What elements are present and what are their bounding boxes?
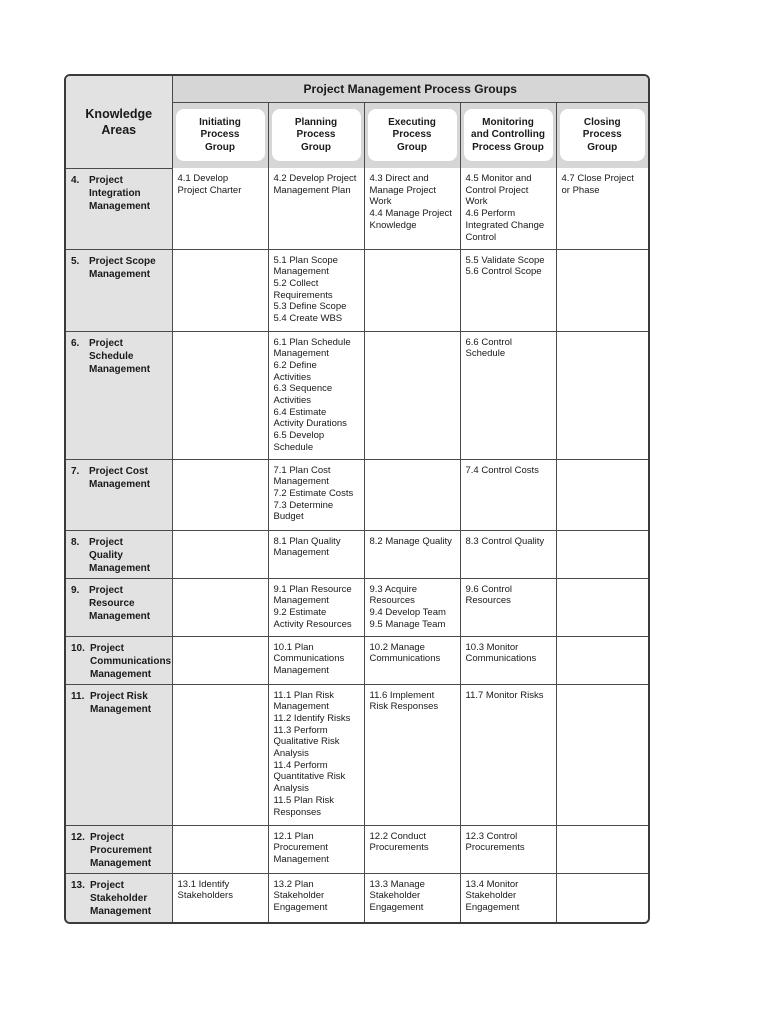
process-cell-initiating bbox=[172, 684, 268, 825]
knowledge-area-name: Project Integration Management bbox=[89, 174, 151, 212]
group-header-executing bbox=[364, 102, 460, 168]
process-cell-initiating bbox=[172, 636, 268, 684]
knowledge-area-number: 6. bbox=[71, 337, 80, 349]
table-row bbox=[66, 873, 648, 922]
group-header-initiating bbox=[172, 102, 268, 168]
knowledge-area-cell bbox=[66, 684, 172, 825]
process-cell-monitoring: 13.4 Monitor Stakeholder Engagement bbox=[460, 873, 556, 922]
knowledge-area-cell bbox=[66, 578, 172, 636]
process-cell-closing bbox=[556, 249, 648, 331]
process-cell-planning: 8.1 Plan Quality Management bbox=[268, 530, 364, 578]
group-label-monitoring: Monitoring and Controlling Process Group bbox=[464, 109, 553, 161]
knowledge-area-name: Project Procurement Management bbox=[90, 831, 152, 869]
table-row bbox=[66, 530, 648, 578]
knowledge-area-name: Project Risk Management bbox=[90, 690, 152, 715]
knowledge-area-number: 7. bbox=[71, 465, 80, 477]
knowledge-area-number: 4. bbox=[71, 174, 80, 186]
process-cell-initiating bbox=[172, 825, 268, 873]
process-cell-monitoring: 9.6 Control Resources bbox=[460, 578, 556, 636]
table-row bbox=[66, 578, 648, 636]
process-cell-closing bbox=[556, 530, 648, 578]
process-groups-table-frame bbox=[64, 74, 650, 924]
knowledge-area-name: Project Stakeholder Management bbox=[90, 879, 152, 917]
process-cell-planning: 13.2 Plan Stakeholder Engagement bbox=[268, 873, 364, 922]
process-cell-closing bbox=[556, 331, 648, 459]
process-groups-table bbox=[66, 76, 648, 922]
process-cell-planning: 5.1 Plan Scope Management 5.2 Collect Requirements 5.3 Define Scope 5.4 Create WBS bbox=[268, 249, 364, 331]
process-cell-planning: 11.1 Plan Risk Management 11.2 Identify Risks 11.3 Perform Qualitative Risk Analysis 11.4 Perform Quantitative Risk Analysis 11.5 Plan Risk Responses bbox=[268, 684, 364, 825]
table-row bbox=[66, 684, 648, 825]
process-cell-initiating bbox=[172, 578, 268, 636]
process-cell-closing bbox=[556, 873, 648, 922]
group-label-executing: Executing Process Group bbox=[368, 109, 457, 161]
knowledge-area-cell bbox=[66, 459, 172, 530]
group-header-planning bbox=[268, 102, 364, 168]
table-row bbox=[66, 459, 648, 530]
process-cell-executing: 8.2 Manage Quality bbox=[364, 530, 460, 578]
knowledge-area-number: 8. bbox=[71, 536, 80, 548]
process-cell-executing: 4.3 Direct and Manage Project Work 4.4 Manage Project Knowledge bbox=[364, 168, 460, 249]
process-cell-planning: 6.1 Plan Schedule Management 6.2 Define Activities 6.3 Sequence Activities 6.4 Estimate Activity Durations 6.5 Develop Schedule bbox=[268, 331, 364, 459]
process-cell-executing: 9.3 Acquire Resources 9.4 Develop Team 9.5 Manage Team bbox=[364, 578, 460, 636]
knowledge-area-number: 11. bbox=[71, 690, 85, 702]
process-cell-monitoring: 8.3 Control Quality bbox=[460, 530, 556, 578]
process-cell-planning: 12.1 Plan Procurement Management bbox=[268, 825, 364, 873]
process-cell-closing: 4.7 Close Project or Phase bbox=[556, 168, 648, 249]
table-row bbox=[66, 825, 648, 873]
knowledge-area-cell bbox=[66, 331, 172, 459]
process-cell-closing bbox=[556, 636, 648, 684]
knowledge-area-cell bbox=[66, 168, 172, 249]
group-header-monitoring bbox=[460, 102, 556, 168]
knowledge-area-number: 5. bbox=[71, 255, 80, 267]
knowledge-area-number: 13. bbox=[71, 879, 85, 891]
knowledge-area-cell bbox=[66, 530, 172, 578]
knowledge-area-number: 12. bbox=[71, 831, 85, 843]
knowledge-area-number: 9. bbox=[71, 584, 80, 596]
process-cell-monitoring: 6.6 Control Schedule bbox=[460, 331, 556, 459]
group-header-closing bbox=[556, 102, 648, 168]
process-cell-executing bbox=[364, 459, 460, 530]
process-cell-executing: 10.2 Manage Communications bbox=[364, 636, 460, 684]
process-cell-closing bbox=[556, 825, 648, 873]
process-cell-monitoring: 7.4 Control Costs bbox=[460, 459, 556, 530]
process-cell-planning: 9.1 Plan Resource Management 9.2 Estimate Activity Resources bbox=[268, 578, 364, 636]
knowledge-area-name: Project Communications Management bbox=[90, 642, 172, 680]
knowledge-area-name: Project Scope Management bbox=[89, 255, 156, 280]
process-cell-monitoring: 11.7 Monitor Risks bbox=[460, 684, 556, 825]
process-cell-closing bbox=[556, 578, 648, 636]
table-row bbox=[66, 168, 648, 249]
knowledge-area-cell bbox=[66, 249, 172, 331]
process-cell-executing: 13.3 Manage Stakeholder Engagement bbox=[364, 873, 460, 922]
group-label-planning: Planning Process Group bbox=[272, 109, 361, 161]
process-cell-monitoring: 5.5 Validate Scope 5.6 Control Scope bbox=[460, 249, 556, 331]
knowledge-areas-header-text: Knowledge Areas bbox=[85, 106, 153, 137]
process-cell-monitoring: 4.5 Monitor and Control Project Work 4.6 Perform Integrated Change Control bbox=[460, 168, 556, 249]
knowledge-area-cell bbox=[66, 873, 172, 922]
table-row bbox=[66, 249, 648, 331]
process-cell-initiating bbox=[172, 331, 268, 459]
table-row bbox=[66, 331, 648, 459]
process-cell-executing bbox=[364, 331, 460, 459]
process-cell-closing bbox=[556, 684, 648, 825]
knowledge-area-name: Project Resource Management bbox=[89, 584, 151, 622]
process-cell-executing bbox=[364, 249, 460, 331]
knowledge-area-name: Project Cost Management bbox=[89, 465, 151, 490]
process-cell-initiating bbox=[172, 530, 268, 578]
knowledge-area-name: Project Quality Management bbox=[89, 536, 151, 574]
process-cell-monitoring: 12.3 Control Procurements bbox=[460, 825, 556, 873]
knowledge-areas-header bbox=[66, 76, 172, 168]
knowledge-area-cell bbox=[66, 825, 172, 873]
knowledge-area-name: Project Schedule Management bbox=[89, 337, 151, 375]
group-label-initiating: Initiating Process Group bbox=[176, 109, 265, 161]
process-cell-planning: 7.1 Plan Cost Management 7.2 Estimate Costs 7.3 Determine Budget bbox=[268, 459, 364, 530]
process-cell-planning: 4.2 Develop Project Management Plan bbox=[268, 168, 364, 249]
knowledge-area-number: 10. bbox=[71, 642, 85, 654]
process-groups-title: Project Management Process Groups bbox=[172, 76, 648, 102]
process-cell-executing: 11.6 Implement Risk Responses bbox=[364, 684, 460, 825]
process-cell-closing bbox=[556, 459, 648, 530]
process-cell-executing: 12.2 Conduct Procurements bbox=[364, 825, 460, 873]
table-row bbox=[66, 636, 648, 684]
process-cell-initiating bbox=[172, 249, 268, 331]
process-cell-initiating bbox=[172, 459, 268, 530]
process-cell-monitoring: 10.3 Monitor Communications bbox=[460, 636, 556, 684]
process-cell-initiating: 4.1 Develop Project Charter bbox=[172, 168, 268, 249]
group-label-closing: Closing Process Group bbox=[560, 109, 646, 161]
process-cell-planning: 10.1 Plan Communications Management bbox=[268, 636, 364, 684]
knowledge-area-cell bbox=[66, 636, 172, 684]
process-cell-initiating: 13.1 Identify Stakeholders bbox=[172, 873, 268, 922]
